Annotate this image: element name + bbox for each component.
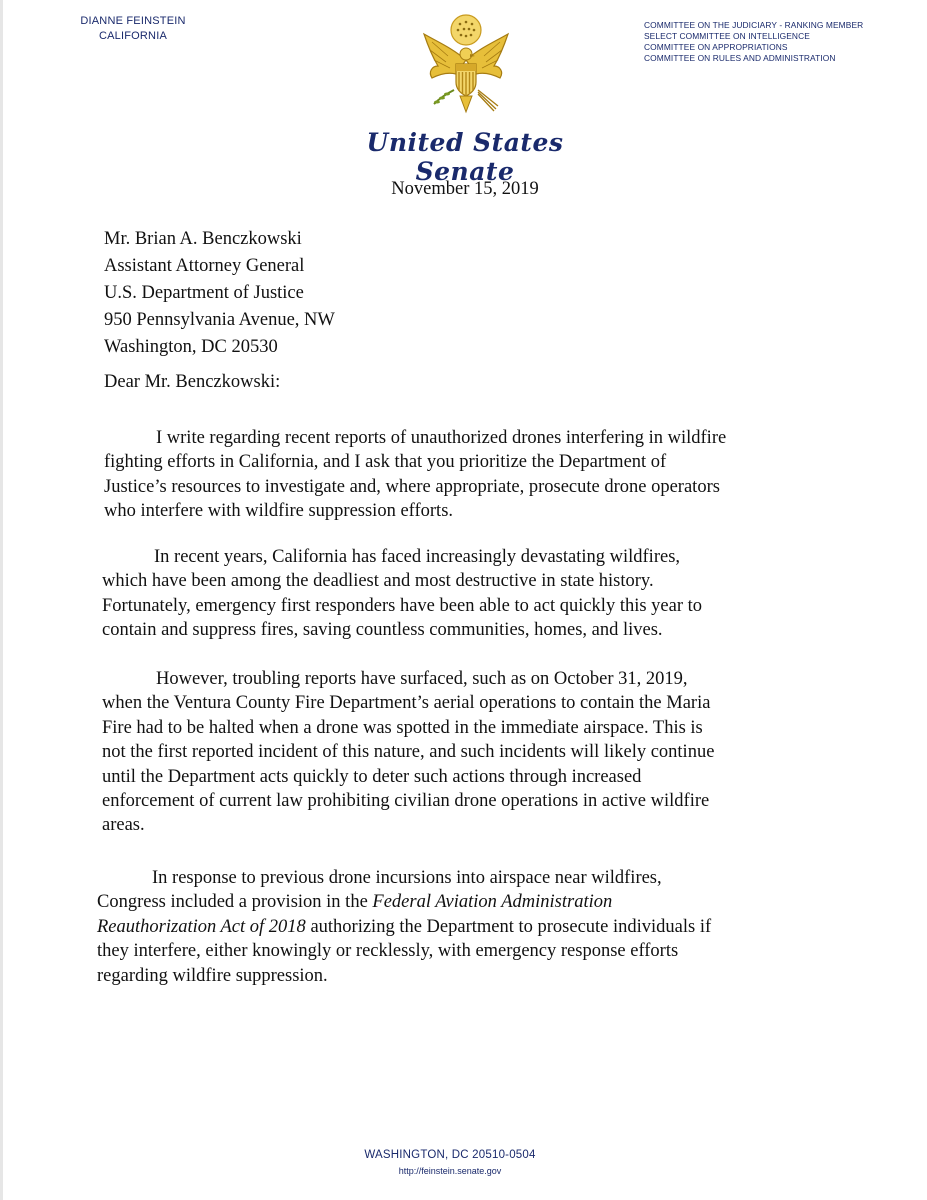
sender-name: DIANNE FEINSTEIN [80, 15, 186, 27]
paragraph-line [97, 915, 711, 939]
act-title-italic: Federal Aviation Administration [372, 892, 613, 913]
paragraph-line: until the Department acts quickly to deter such actions through increased [102, 766, 642, 787]
sender-block [60, 14, 206, 44]
paragraph-line: who interfere with wildfire suppression efforts. [104, 501, 454, 522]
paragraph-line: when the Ventura County Fire Department’s aerial operations to contain the Maria [102, 693, 711, 714]
paragraph-line: they interfere, either knowingly or recklessly, with emergency response efforts [97, 941, 679, 962]
paragraph-line: Fire had to be halted when a drone was spotted in the immediate airspace. This is [102, 717, 703, 738]
letter-date: November 15, 2019 [391, 179, 539, 199]
body-paragraph-1 [104, 426, 726, 524]
recipient-street: 950 Pennsylvania Avenue, NW [104, 310, 335, 330]
salutation: Dear Mr. Benczkowski: [104, 372, 281, 392]
body-paragraph-4 [97, 866, 711, 988]
paragraph-line: In response to previous drone incursions into airspace near wildfires, [152, 868, 662, 888]
line-text: authorizing the Department to prosecute individuals if [305, 916, 712, 937]
committee-item: SELECT COMMITTEE ON INTELLIGENCE [644, 31, 810, 41]
institution-title: United States Senate [366, 128, 564, 186]
committee-item: COMMITTEE ON THE JUDICIARY - RANKING MEMBER [644, 20, 864, 30]
act-title-italic: Reauthorization Act of 2018 [97, 916, 306, 937]
paragraph-line: Justice’s resources to investigate and, where appropriate, prosecute drone operators [104, 476, 720, 497]
paragraph-line: not the first reported incident of this nature, and such incidents will likely continue [102, 742, 715, 763]
paragraph-line: fighting efforts in California, and I ask that you prioritize the Department of [104, 452, 667, 473]
paragraph-line: enforcement of current law prohibiting civilian drone operations in active wildfire [102, 791, 710, 812]
paragraph-line: I write regarding recent reports of unauthorized drones interfering in wildfire [156, 428, 727, 448]
paragraph-line: contain and suppress fires, saving countless communities, homes, and lives. [102, 620, 663, 641]
recipient-name: Mr. Brian A. Benczkowski [104, 229, 302, 249]
paragraph-line [97, 890, 711, 914]
recipient-city: Washington, DC 20530 [104, 337, 278, 357]
paragraph-line: Fortunately, emergency first responders have been able to act quickly this year to [102, 595, 703, 616]
paragraph-line: which have been among the deadliest and most destructive in state history. [102, 571, 654, 592]
footer-address: WASHINGTON, DC 20510-0504 [364, 1149, 536, 1161]
paragraph-line: regarding wildfire suppression. [97, 965, 328, 986]
body-paragraph-2 [102, 545, 702, 643]
paragraph-line: In recent years, California has faced increasingly devastating wildfires, [154, 547, 681, 567]
great-seal-eagle-icon [418, 12, 514, 120]
sender-state: CALIFORNIA [98, 30, 167, 42]
committee-item: COMMITTEE ON APPROPRIATIONS [644, 42, 788, 52]
footer-url: http://feinstein.senate.gov [398, 1166, 502, 1176]
committee-list [644, 20, 914, 64]
recipient-organization: U.S. Department of Justice [104, 283, 304, 303]
recipient-title: Assistant Attorney General [104, 256, 305, 276]
body-paragraph-3 [102, 667, 714, 838]
line-text: Congress included a provision in the [97, 892, 373, 913]
paragraph-line: However, troubling reports have surfaced, such as on October 31, 2019, [156, 669, 688, 689]
scan-edge [0, 0, 3, 1200]
recipient-address [104, 226, 335, 361]
paragraph-line: areas. [102, 815, 145, 836]
committee-item: COMMITTEE ON RULES AND ADMINISTRATION [644, 53, 836, 63]
